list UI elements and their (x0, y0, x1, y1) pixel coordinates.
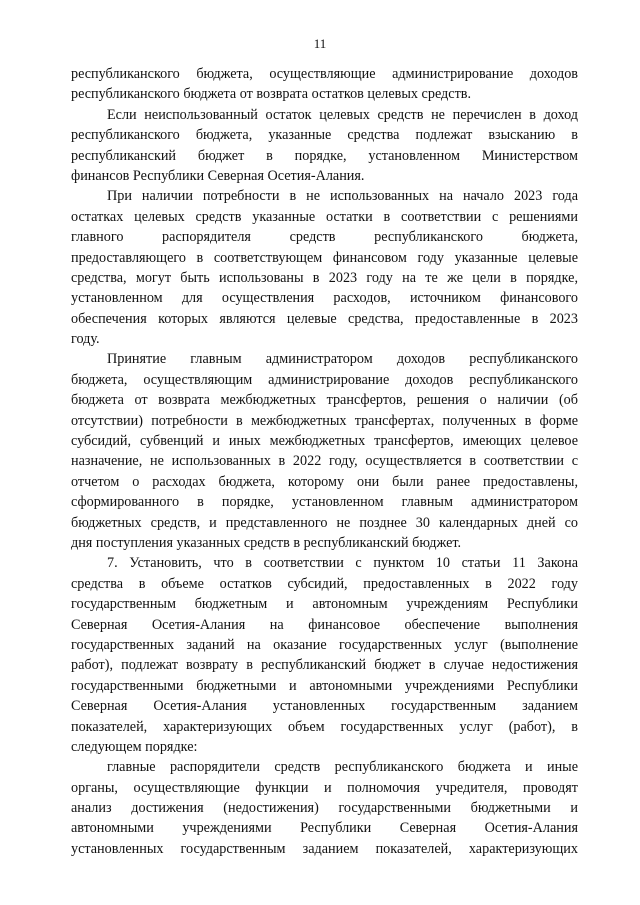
text-line: субсидий, субвенций и иных межбюджетных трансфертов, имеющих целевое (71, 433, 578, 450)
text-line: отчетом о расходах бюджета, которому они были ранее предоставлены, (71, 473, 578, 490)
text-line: главного распорядителя средств республиканского бюджета, (71, 229, 578, 246)
page-number: 11 (313, 36, 327, 51)
text-line: назначение, не использованных в 2022 году, осуществляется в соответствии с (71, 453, 578, 470)
text-line: средства в объеме остатков субсидий, предоставленных в 2022 году (71, 575, 578, 592)
text-line: году. (71, 331, 100, 348)
text-line: финансов Республики Северная Осетия-Алания. (71, 167, 365, 184)
text-line: Северная Осетия-Алания на финансовое обеспечение выполнения (71, 616, 578, 633)
text-line: следующем порядке: (71, 738, 198, 755)
text-line: работ), подлежат возврату в республиканский бюджет в случае недостижения (71, 657, 578, 674)
text-line: бюджета, осуществляющим администрирование доходов республиканского (71, 371, 578, 388)
text-line: 7. Установить, что в соответствии с пунктом 10 статьи 11 Закона (107, 555, 578, 572)
text-line: государственными бюджетными и автономными учреждениями Республики (71, 677, 578, 694)
text-line: отсутствии) потребности в межбюджетных трансфертах, полученных в форме (71, 412, 578, 429)
text-line: дня поступления указанных средств в республиканский бюджет. (71, 534, 462, 551)
text-line: государственных заданий на оказание государственных услуг (выполнение (71, 636, 578, 653)
text-line: Если неиспользованный остаток целевых средств не перечислен в доход (107, 106, 578, 123)
text-line: Северная Осетия-Алания установленных государственным заданием (71, 698, 578, 715)
body-text (71, 64, 578, 859)
text-line: При наличии потребности в не использованных на начало 2023 года (107, 188, 578, 205)
text-line: анализ достижения (недостижения) государственными бюджетными и (71, 800, 578, 817)
text-line: сформированного в порядке, установленном главным администратором (71, 494, 578, 511)
text-line: республиканского бюджета, осуществляющие администрирование доходов (71, 66, 578, 82)
text-line: главные распорядители средств республиканского бюджета и иные (107, 759, 578, 776)
text-line: республиканского бюджета, указанные средства подлежат взысканию в (71, 127, 578, 144)
text-line: установленных государственным заданием показателей, характеризующих (71, 840, 578, 857)
text-line: республиканский бюджет в порядке, установленном Министерством (71, 147, 578, 164)
text-line: бюджета от возврата межбюджетных трансфертов, решения о наличии (об (71, 392, 578, 409)
text-line: автономными учреждениями Республики Северная Осетия-Алания (71, 820, 578, 837)
text-line: средства, могут быть использованы в 2023 году на те же цели в порядке, (71, 269, 578, 286)
text-line: показателей, характеризующих объем государственных услуг (работ), в (71, 718, 578, 735)
text-line: остатках целевых средств указанные остатки в соответствии с решениями (71, 208, 578, 225)
text-line: органы, осуществляющие функции и полномочия учредителя, проводят (71, 779, 578, 796)
text-line: обеспечения которых являются целевые средства, предоставленные в 2023 (71, 310, 578, 327)
text-line: предоставляющего в соответствующем финансовом году указанные целевые (71, 249, 578, 266)
text-line: установленном для осуществления расходов, источником финансового (71, 290, 578, 307)
text-line: республиканского бюджета от возврата остатков целевых средств. (71, 86, 472, 103)
text-line: Принятие главным администратором доходов республиканского (107, 351, 578, 368)
text-line: государственным бюджетным и автономным учреждениям Республики (71, 596, 578, 613)
text-line: бюджетных средств, и представленного не позднее 30 календарных дней со (71, 514, 578, 531)
